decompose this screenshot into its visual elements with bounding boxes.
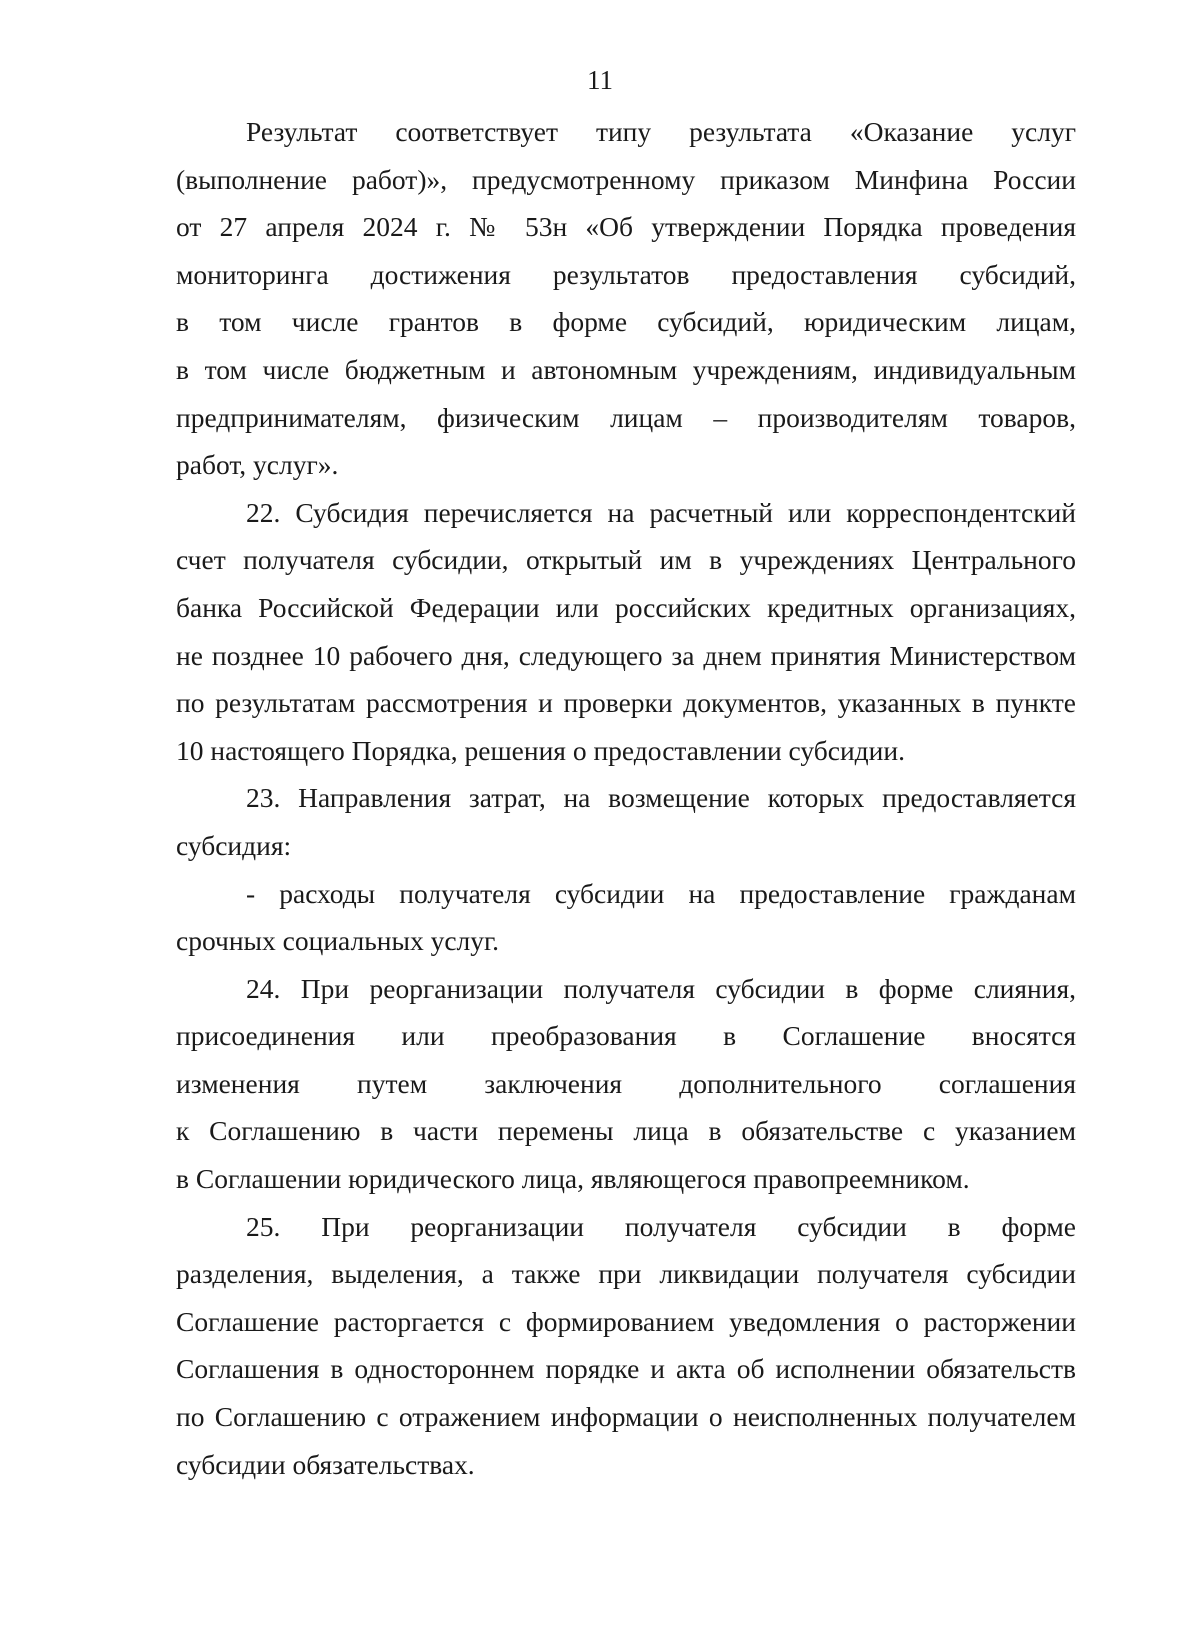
text-line: к Соглашению в части перемены лица в обязательстве с указанием (176, 1115, 1076, 1147)
text-line: Результат соответствует типу результата «Оказание услуг (246, 116, 1076, 147)
text-line: по Соглашению с отражением информации о неисполненных получателем (176, 1401, 1076, 1433)
text-line: мониторинга достижения результатов предоставления субсидий, (176, 258, 1076, 290)
text-line: Соглашения в одностороннем порядке и акта об исполнении обязательств (176, 1353, 1076, 1385)
text-line: 24. При реорганизации получателя субсидии в форме слияния, (246, 972, 1076, 1004)
paragraph-clause-22 (176, 489, 1076, 775)
text-line: 23. Направления затрат, на возмещение которых предоставляется (246, 782, 1076, 814)
text-line: субсидия: (176, 829, 292, 861)
text-line: разделения, выделения, а также при ликвидации получателя субсидии (176, 1258, 1076, 1290)
paragraph-result-type (176, 108, 1076, 489)
text-line: не позднее 10 рабочего дня, следующего за днем принятия Министерством (176, 639, 1076, 671)
paragraph-clause-24 (176, 965, 1076, 1203)
text-line: банка Российской Федерации или российских кредитных организациях, (176, 591, 1076, 623)
page-number: 11 (587, 65, 613, 95)
text-line: 25. При реорганизации получателя субсидии в форме (246, 1210, 1076, 1242)
text-line: в том числе грантов в форме субсидий, юридическим лицам, (176, 306, 1076, 338)
text-line: по результатам рассмотрения и проверки документов, указанных в пункте (176, 687, 1076, 719)
text-line: в том числе бюджетным и автономным учреждениям, индивидуальным (176, 353, 1076, 385)
paragraph-clause-25 (176, 1203, 1076, 1489)
text-line: срочных социальных услуг. (176, 925, 500, 957)
text-line: в Соглашении юридического лица, являющегося правопреемником. (176, 1163, 970, 1195)
text-line: Соглашение расторгается с формированием уведомления о расторжении (176, 1305, 1076, 1337)
text-line: субсидии обязательствах. (176, 1448, 475, 1480)
paragraph-clause-23 (176, 774, 1076, 869)
text-line: от 27 апреля 2024 г. № 53н «Об утверждении Порядка проведения (176, 211, 1076, 243)
document-body (176, 108, 1076, 1488)
text-line: (выполнение работ)», предусмотренному приказом Минфина России (176, 163, 1076, 195)
text-line: предпринимателям, физическим лицам – производителям товаров, (176, 401, 1076, 433)
text-line: 10 настоящего Порядка, решения о предоставлении субсидии. (176, 734, 905, 766)
text-line: изменения путем заключения дополнительного соглашения (176, 1067, 1076, 1099)
paragraph-clause-23-item (176, 870, 1076, 965)
text-line: работ, услуг». (176, 449, 339, 481)
text-line: присоединения или преобразования в Соглашение вносятся (176, 1020, 1076, 1052)
text-line: - расходы получателя субсидии на предоставление гражданам (246, 877, 1076, 909)
text-line: 22. Субсидия перечисляется на расчетный или корреспондентский (246, 496, 1076, 528)
text-line: счет получателя субсидии, открытый им в учреждениях Центрального (176, 544, 1076, 576)
